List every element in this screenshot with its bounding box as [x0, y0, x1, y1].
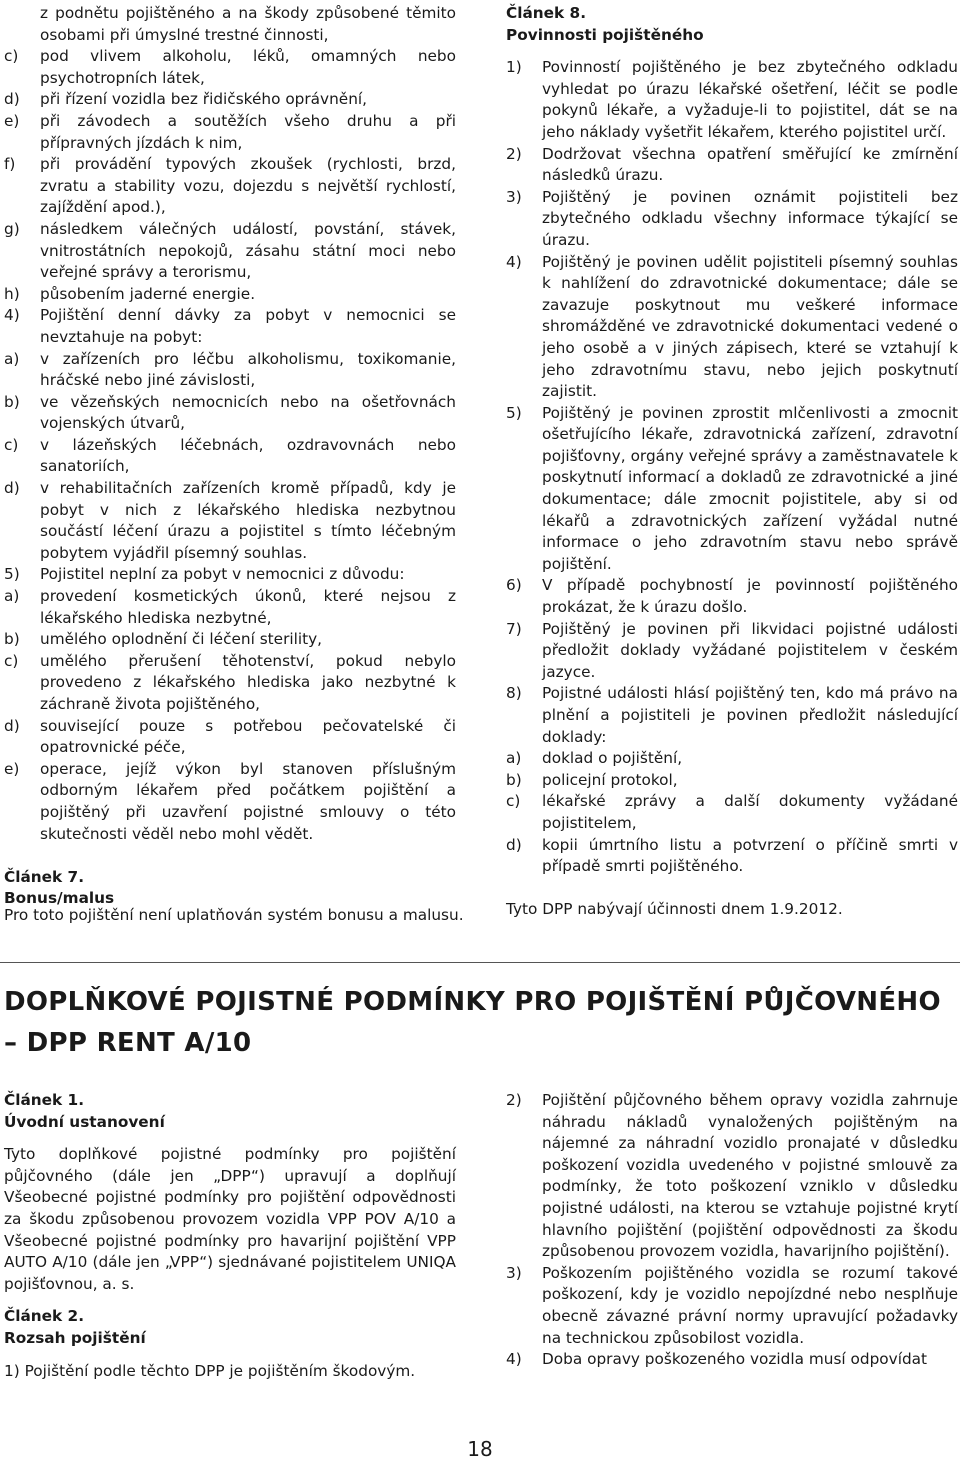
list-label: b) — [506, 770, 522, 789]
list-text: působením jaderné energie. — [40, 284, 256, 303]
list-text: Pojistné události hlásí pojištěný ten, kdo má právo na plnění a pojistiteli je povinen předložit následující doklady: — [542, 684, 958, 746]
spacer — [506, 878, 958, 900]
list-text: Pojištěný je povinen zprostit mlčenlivosti a zmocnit ošetřujícího lékaře, zdravotnická zařízení, zdravotní pojišťovny, orgány veřejné správy a zaměstnavatele k poskytnutí informací a dokladů ze zdravotnické a jiné dokumentace; dále zmocnit pojistitele, aby si od lékařů a zdravotnických zařízení vyžádal nutné informace o jeho zdravotním stavu nebo správě pojištění. — [542, 403, 958, 573]
list-item — [506, 748, 958, 770]
page-number: 18 — [467, 1437, 493, 1461]
list-item-continuation: z podnětu pojištěného a na škody způsobené těmito osobami při úmyslné trestné činnosti, — [40, 4, 456, 44]
list-text: Poškozením pojištěného vozidla se rozumí takové poškození, kdy je vozidlo nepojízdné nebo nesplňuje obecně závazné právní normy upravující požadavky na technickou způsobilost vozidla. — [542, 1263, 958, 1347]
article-7-number: Článek 7. — [4, 867, 85, 886]
list-item — [4, 759, 456, 845]
list-item — [506, 835, 958, 878]
list-item — [506, 144, 958, 187]
list-label: e) — [4, 111, 20, 130]
section-divider — [0, 962, 960, 963]
list-text: operace, jejíž výkon byl stanoven příslušným odborným lékařem před počátkem pojištění a pojištěný při uzavření pojistné smlouvy o této skutečnosti věděl nebo mohl vědět. — [40, 759, 456, 843]
list-text: umělého přerušení těhotenství, pokud nebylo provedeno z lékařského hlediska jako nezbytné k záchraně života pojištěného, — [40, 651, 456, 713]
list-text: doklad o pojištění, — [542, 749, 683, 768]
list-item — [4, 219, 456, 284]
article-2-number: Článek 2. — [4, 1307, 85, 1326]
list-label: e) — [4, 759, 20, 778]
list-label: d) — [4, 90, 20, 109]
list-text: při závodech a soutěžích všeho druhu a při přípravných jízdách k nim, — [40, 111, 456, 152]
list-label: 2) — [506, 144, 522, 163]
list-label: d) — [4, 716, 20, 735]
list-item — [506, 791, 958, 834]
list-item — [4, 111, 456, 154]
list-text: umělého oplodnění či léčení sterility, — [40, 630, 323, 649]
list-label: 5) — [4, 565, 20, 584]
list-label: b) — [4, 392, 20, 411]
list-item — [506, 1090, 958, 1263]
list-text: kopii úmrtního listu a potvrzení o příčině smrti v případě smrti pojištěného. — [542, 835, 958, 876]
list-item — [4, 392, 456, 435]
list-label: 5) — [506, 403, 522, 422]
list-text: při provádění typových zkoušek (rychlosti, brzd, zvratu a stability vozu, dojezdu s největší rychlostí, zajíždění apod.), — [40, 155, 456, 217]
list-label: 1) — [506, 58, 522, 77]
list-text: V případě pochybností je povinností pojištěného prokázat, že k úrazu došlo. — [542, 576, 958, 617]
left-column-upper — [4, 3, 456, 910]
list-item — [4, 564, 456, 586]
list-text: Pojištění denní dávky za pobyt v nemocnici se nevztahuje na pobyt: — [40, 306, 456, 346]
list-item — [506, 403, 958, 576]
list-label: d) — [4, 479, 20, 498]
list-item — [4, 89, 456, 111]
list-text: pod vlivem alkoholu, léků, omamných nebo psychotropních látek, — [40, 47, 456, 87]
list-text: Pojištění půjčovného během opravy vozidla zahrnuje náhradu nákladů vynaložených pojištěným na nájemné za náhradní vozidlo pronajaté v důsledku poškození vozidla uvedeného v pojistné smlouvě za podmínky, že toto poškození vzniklo v důsledku pojistné události, na kterou se vztahuje pojistné krytí hlavního pojištění (pojištění odpovědnosti za škodu způsobenou provozem vozidla, havarijního pojištění). — [542, 1091, 958, 1261]
list-label: a) — [506, 749, 522, 768]
list-label: a) — [4, 349, 20, 368]
list-label: h) — [4, 284, 20, 303]
list-label: b) — [4, 630, 20, 649]
article-8-title: Povinnosti pojištěného — [506, 25, 704, 44]
list-item — [4, 651, 456, 716]
list-label: a) — [4, 587, 20, 606]
bonus-malus-note: Pro toto pojištění není uplatňován systém bonusu a malusu. — [4, 906, 464, 924]
list-item — [4, 435, 456, 478]
list-item — [4, 46, 456, 89]
list-text: Doba opravy poškozeného vozidla musí odpovídat — [542, 1350, 928, 1369]
list-label: 8) — [506, 684, 522, 703]
list-label: 7) — [506, 619, 522, 638]
list-label: 2) — [506, 1091, 522, 1109]
right-column-upper — [506, 3, 958, 921]
list-item — [4, 349, 456, 392]
list-text: policejní protokol, — [542, 770, 678, 789]
list-item — [4, 154, 456, 219]
list-text: Dodržovat všechna opatření směřující ke zmírnění následků úrazu. — [542, 144, 958, 185]
list-label: 3) — [506, 1263, 522, 1282]
article-1-text: Tyto doplňkové pojistné podmínky pro pojištění půjčovného (dále jen „DPP“) upravují a doplňují Všeobecné pojistné podmínky pro pojištění odpovědnosti za škodu způsobenou provozem vozidla VPP POV A/10 a Všeobecné pojistné podmínky pro havarijní pojištění VPP AUTO A/10 (dále jen „VPP“) sjednávané pojistitelem UNIQA pojišťovnou, a. s. — [4, 1145, 456, 1293]
spacer — [4, 1350, 456, 1361]
list-text: při řízení vozidla bez řidičského oprávnění, — [40, 90, 368, 109]
article-1-number: Článek 1. — [4, 1091, 85, 1109]
list-label: f) — [4, 155, 16, 174]
list-text: související pouze s potřebou pečovatelské či opatrovnické péče, — [40, 716, 456, 757]
spacer — [4, 1295, 456, 1306]
list-text: v lázeňských léčebnách, ozdravovnách nebo sanatoriích, — [40, 435, 456, 476]
article-8-number: Článek 8. — [506, 4, 587, 22]
list-text: Pojištěný je povinen oznámit pojistiteli bez zbytečného odkladu všechny informace týkající se úrazu. — [542, 187, 958, 249]
list-text: Pojistitel neplní za pobyt v nemocnici z důvodu: — [40, 565, 405, 584]
article-2-item-1: 1) Pojištění podle těchto DPP je pojištěním škodovým. — [4, 1361, 416, 1380]
list-item — [506, 770, 958, 792]
spacer — [506, 46, 958, 57]
list-label: c) — [4, 435, 19, 454]
list-item — [4, 629, 456, 651]
list-item — [506, 1263, 958, 1349]
list-item — [506, 683, 958, 748]
list-item — [4, 586, 456, 629]
list-text: Pojištěný je povinen při likvidaci pojistné události předložit doklady vyžádané pojistitelem v českém jazyce. — [542, 619, 958, 681]
list-text: v rehabilitačních zařízeních kromě případů, kdy je pobyt v nich z lékařského hlediska nezbytnou součástí léčení úrazu a pojistitel s tímto léčebným pobytem vyjádřil písemný souhlas. — [40, 479, 456, 562]
list-text: lékařské zprávy a další dokumenty vyžádané pojistitelem, — [542, 792, 958, 832]
list-label: c) — [4, 47, 19, 66]
effective-date-note: Tyto DPP nabývají účinnosti dnem 1.9.2012. — [506, 900, 843, 919]
list-item — [506, 187, 958, 252]
list-text: v zařízeních pro léčbu alkoholismu, toxikomanie, hráčské nebo jiné závislosti, — [40, 349, 456, 390]
spacer — [4, 1133, 456, 1144]
list-label: 4) — [4, 306, 20, 325]
list-label: c) — [4, 651, 19, 670]
list-item — [506, 57, 958, 143]
list-label: 3) — [506, 187, 522, 206]
left-column-lower — [4, 1090, 456, 1382]
spacer — [4, 845, 456, 867]
list-item — [4, 716, 456, 759]
list-text: Povinností pojištěného je bez zbytečného odkladu vyhledat po úrazu lékařské ošetření, léčit se podle pokynů lékaře, a vyžaduje-li to pojistitel, dát se na jeho náklady vyšetřit lékařem, kterého pojistitel určí. — [542, 58, 958, 141]
list-label: c) — [506, 792, 521, 811]
list-label: g) — [4, 219, 20, 238]
list-label: 4) — [506, 252, 522, 271]
list-text: Pojištěný je povinen udělit pojistiteli písemný souhlas k nahlížení do zdravotnické dokumentace; dále se zavazuje poskytnout mu veškeré informace shromážděné ve zdravotnické dokumentaci vedené o jeho osobě a v jiných zápisech, které se vztahují k jeho zdravotnímu stavu, nebo jejich poskytnutí zajistit. — [542, 252, 958, 401]
list-item — [506, 619, 958, 684]
list-item — [4, 305, 456, 348]
list-item — [4, 284, 456, 306]
list-item — [506, 575, 958, 618]
list-text: provedení kosmetických úkonů, které nejsou z lékařského hlediska nezbytné, — [40, 587, 456, 627]
document-title: DOPLŇKOVÉ POJISTNÉ PODMÍNKY PRO POJIŠTĚNÍ PŮJČOVNÉHO – DPP RENT A/10 — [4, 987, 941, 1058]
list-text: ve vězeňských nemocnicích nebo na ošetřovnách vojenských útvarů, — [40, 392, 456, 433]
article-7-title: Bonus/malus — [4, 889, 115, 908]
list-label: 4) — [506, 1350, 522, 1369]
article-2-title: Rozsah pojištění — [4, 1328, 146, 1347]
right-column-lower — [506, 1090, 958, 1371]
article-1-title: Úvodní ustanovení — [4, 1112, 165, 1131]
list-item — [506, 1349, 958, 1371]
list-item — [4, 478, 456, 564]
list-text: následkem válečných událostí, povstání, stávek, vnitrostátních nepokojů, zásahu státní moci nebo veřejné správy a terorismu, — [40, 219, 456, 282]
list-label: d) — [506, 835, 522, 854]
list-label: 6) — [506, 576, 522, 595]
list-item — [506, 252, 958, 403]
